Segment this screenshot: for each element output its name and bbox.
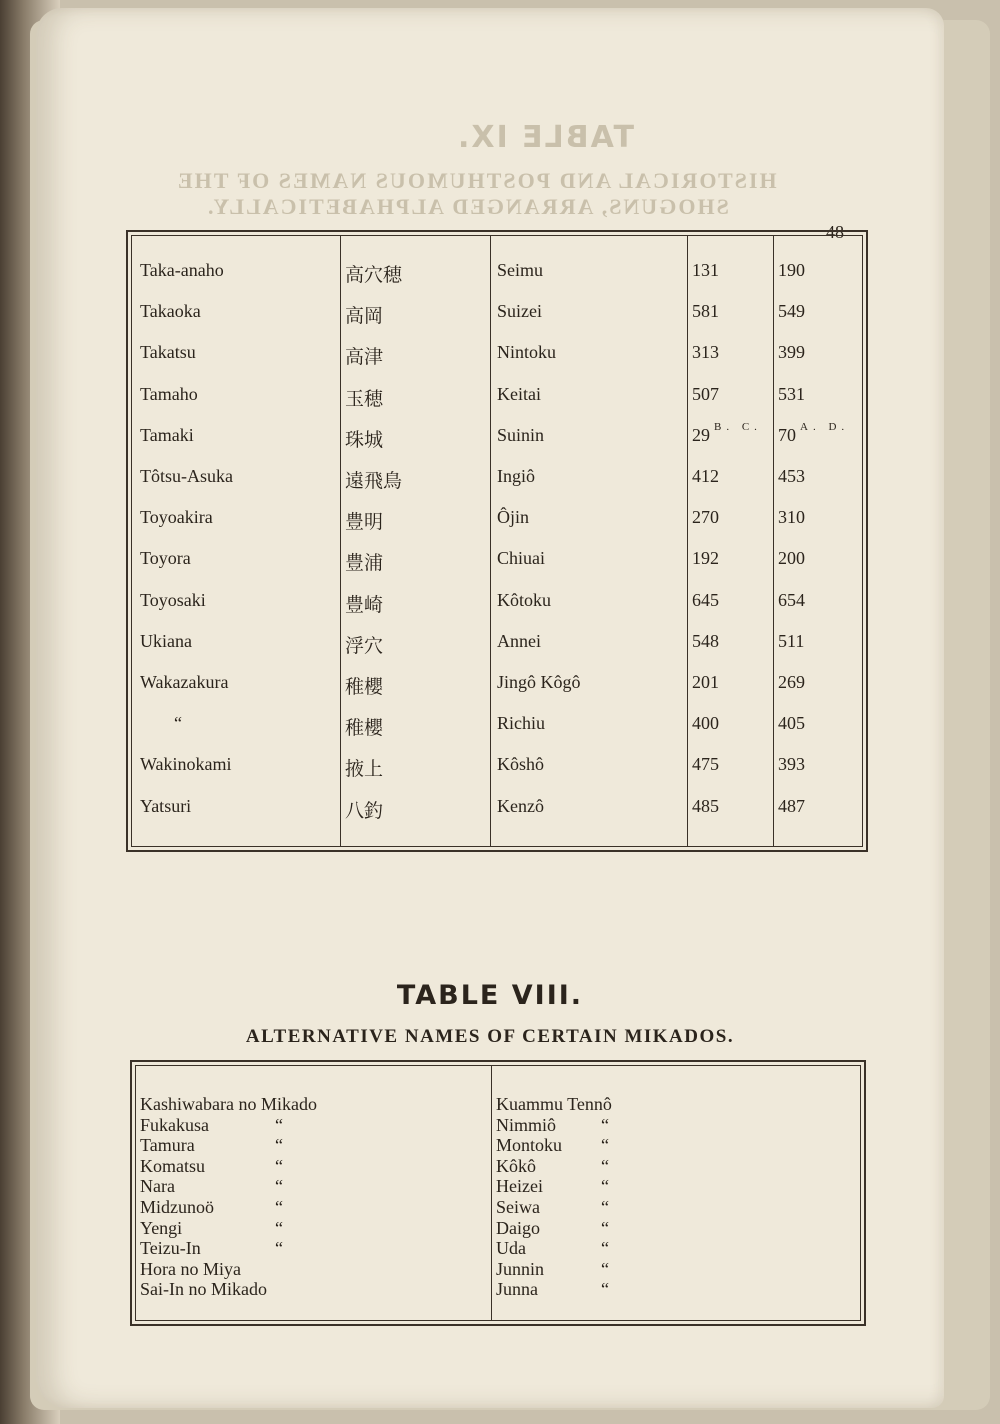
era-label-ad: A. D. xyxy=(800,421,850,433)
alt-name: Nimmiô xyxy=(496,1114,557,1135)
list-item xyxy=(496,1279,612,1300)
cell-from-year: 548 xyxy=(692,630,719,651)
cell-romanized-name: “ xyxy=(174,713,182,734)
list-item xyxy=(496,1115,612,1136)
list-item xyxy=(496,1259,612,1280)
cell-from-year: 507 xyxy=(692,383,719,404)
bleed-through-line-2: SHOGUNS, ARRANGED ALPHABETICALLY. xyxy=(206,194,729,219)
cell-kanji-name: 高岡 xyxy=(345,305,384,328)
table-row xyxy=(132,301,862,341)
cell-kanji-name: 稚櫻 xyxy=(345,717,384,740)
table-row xyxy=(132,590,862,630)
cell-mikado: Kenzô xyxy=(497,795,544,816)
cell-to-year: 200 xyxy=(778,548,805,569)
table-row xyxy=(132,672,862,712)
book-page xyxy=(36,8,944,1408)
table-row xyxy=(132,796,862,836)
alternative-names-table xyxy=(130,1060,866,1326)
cell-kanji-name: 八釣 xyxy=(345,799,384,822)
list-item xyxy=(140,1279,317,1300)
list-item xyxy=(496,1094,612,1115)
ditto-mark: “ xyxy=(275,1238,283,1259)
cell-romanized-name: Yatsuri xyxy=(140,795,192,816)
list-item xyxy=(140,1135,317,1156)
alt-name: Fukakusa xyxy=(140,1114,209,1135)
ditto-mark: “ xyxy=(601,1217,609,1238)
cell-from-year: 645 xyxy=(692,589,719,610)
table-row xyxy=(132,548,862,588)
cell-to-year: 70 xyxy=(778,424,796,445)
cell-mikado: Seimu xyxy=(497,260,544,280)
alt-name: Junnin xyxy=(496,1258,545,1279)
table-row xyxy=(132,713,862,753)
cell-from-year: 131 xyxy=(692,260,719,280)
era-label-bc: B. C. xyxy=(714,421,762,433)
list-item xyxy=(496,1218,612,1239)
cell-romanized-name: Tamaki xyxy=(140,424,194,445)
list-item xyxy=(140,1238,317,1259)
cell-mikado: Annei xyxy=(497,630,541,651)
cell-kanji-name: 掖上 xyxy=(345,758,384,781)
list-item xyxy=(496,1176,612,1197)
cell-from-year: 412 xyxy=(692,466,719,486)
ditto-mark: “ xyxy=(601,1279,609,1300)
table-row xyxy=(132,260,862,300)
alt-name: Seiwa xyxy=(496,1196,540,1217)
alt-name: Tamura xyxy=(140,1135,195,1156)
cell-mikado: Jingô Kôgô xyxy=(497,672,581,692)
cell-to-year: 487 xyxy=(778,795,805,816)
cell-to-year: 453 xyxy=(778,466,805,486)
cell-romanized-name: Ukiana xyxy=(140,630,192,651)
list-item xyxy=(140,1156,317,1177)
list-item xyxy=(140,1094,317,1115)
table-viii-subtitle: ALTERNATIVE NAMES OF CERTAIN MIKADOS. xyxy=(245,1026,735,1047)
ditto-mark: “ xyxy=(275,1196,283,1217)
cell-from-year: 581 xyxy=(692,301,719,322)
alt-name: Heizei xyxy=(496,1176,543,1197)
cell-to-year: 531 xyxy=(778,383,805,404)
alt-name: Nara xyxy=(140,1176,175,1197)
cell-romanized-name: Toyora xyxy=(140,548,191,569)
list-item xyxy=(496,1197,612,1218)
cell-mikado: Chiuai xyxy=(497,548,545,569)
cell-mikado: Suinin xyxy=(497,424,545,445)
cell-kanji-name: 高穴穂 xyxy=(345,264,403,286)
table-viii-title: TABLE VIII. xyxy=(396,980,584,1011)
cell-kanji-name: 豊崎 xyxy=(345,593,384,616)
cell-to-year: 310 xyxy=(778,507,805,528)
ditto-mark: “ xyxy=(275,1217,283,1238)
cell-mikado: Keitai xyxy=(497,383,541,404)
ditto-mark: “ xyxy=(601,1238,609,1259)
cell-from-year: 201 xyxy=(692,672,719,692)
names-table-continued xyxy=(126,230,868,852)
table-row xyxy=(132,754,862,794)
list-item xyxy=(140,1259,317,1280)
bleed-through-line-1: HISTORICAL AND POSTHUMOUS NAMES OF THE xyxy=(176,168,777,193)
alt-name: Kashiwabara no Mikado xyxy=(140,1094,317,1114)
cell-to-year: 549 xyxy=(778,301,805,322)
table-row xyxy=(132,466,862,506)
cell-mikado: Nintoku xyxy=(497,342,557,363)
ditto-mark: “ xyxy=(601,1176,609,1197)
ditto-mark: “ xyxy=(275,1114,283,1135)
cell-from-year: 192 xyxy=(692,548,719,569)
list-item xyxy=(496,1135,612,1156)
cell-romanized-name: Takaoka xyxy=(140,301,201,322)
alt-name: Teizu-In xyxy=(140,1238,201,1259)
alt-name: Hora no Miya xyxy=(140,1258,241,1279)
cell-kanji-name: 玉穂 xyxy=(345,387,384,410)
cell-from-year: 29 xyxy=(692,424,710,445)
ditto-mark: “ xyxy=(601,1155,609,1176)
cell-mikado: Kôtoku xyxy=(497,589,551,610)
cell-to-year: 405 xyxy=(778,713,805,734)
cell-to-year: 393 xyxy=(778,754,805,775)
cell-romanized-name: Toyoakira xyxy=(140,507,213,528)
cell-to-year: 399 xyxy=(778,342,805,363)
cell-mikado: Ingiô xyxy=(497,466,535,486)
ditto-mark: “ xyxy=(275,1155,283,1176)
ditto-mark: “ xyxy=(275,1135,283,1156)
cell-kanji-name: 遠飛鳥 xyxy=(345,470,403,492)
cell-romanized-name: Wakazakura xyxy=(140,672,229,692)
alternative-names-left xyxy=(140,1094,317,1300)
cell-mikado: Kôshô xyxy=(497,754,545,775)
cell-to-year: 190 xyxy=(778,260,805,280)
cell-mikado: Richiu xyxy=(497,713,545,734)
list-item xyxy=(140,1176,317,1197)
alt-name: Daigo xyxy=(496,1217,540,1238)
alt-name: Midzunoö xyxy=(140,1196,214,1217)
alt-name: Yengi xyxy=(140,1217,183,1238)
cell-romanized-name: Tôtsu-Asuka xyxy=(140,466,233,486)
names-table-inner-border xyxy=(131,235,863,847)
cell-from-year: 485 xyxy=(692,795,719,816)
cell-from-year: 475 xyxy=(692,754,719,775)
cell-kanji-name: 浮穴 xyxy=(345,634,384,657)
alt-name: Junna xyxy=(496,1279,538,1300)
ditto-mark: “ xyxy=(601,1196,609,1217)
column-divider xyxy=(491,1066,492,1320)
alt-name: Uda xyxy=(496,1238,526,1259)
alternative-names-inner-border xyxy=(135,1065,861,1321)
list-item xyxy=(496,1238,612,1259)
alt-name: Montoku xyxy=(496,1135,563,1156)
cell-to-year: 654 xyxy=(778,589,805,610)
mikado-names-right xyxy=(496,1094,612,1300)
table-row xyxy=(132,507,862,547)
cell-from-year: 313 xyxy=(692,342,719,363)
cell-kanji-name: 豊浦 xyxy=(345,552,384,575)
ditto-mark: “ xyxy=(275,1176,283,1197)
cell-romanized-name: Tamaho xyxy=(140,383,198,404)
ditto-mark: “ xyxy=(601,1258,609,1279)
cell-kanji-name: 稚櫻 xyxy=(345,676,384,698)
alt-name: Kuammu Tennô xyxy=(496,1094,612,1114)
list-item xyxy=(140,1218,317,1239)
cell-to-year: 511 xyxy=(778,630,805,651)
list-item xyxy=(496,1156,612,1177)
cell-romanized-name: Wakinokami xyxy=(140,754,232,775)
cell-kanji-name: 豊明 xyxy=(345,511,384,534)
cell-from-year: 400 xyxy=(692,713,719,734)
list-item xyxy=(140,1197,317,1218)
cell-romanized-name: Toyosaki xyxy=(140,589,206,610)
cell-mikado: Ôjin xyxy=(497,507,530,528)
cell-from-year: 270 xyxy=(692,507,719,528)
table-row xyxy=(132,342,862,382)
ditto-mark: “ xyxy=(601,1114,609,1135)
alt-name: Sai-In no Mikado xyxy=(140,1279,267,1300)
cell-romanized-name: Taka-anaho xyxy=(140,260,224,280)
cell-kanji-name: 珠城 xyxy=(345,428,384,451)
page-number: 48 xyxy=(826,222,844,242)
cell-mikado: Suizei xyxy=(497,301,542,322)
table-row xyxy=(132,384,862,424)
cell-romanized-name: Takatsu xyxy=(140,342,196,363)
table-row xyxy=(132,631,862,671)
alt-name: Kôkô xyxy=(496,1155,536,1176)
alt-name: Komatsu xyxy=(140,1155,205,1176)
ditto-mark: “ xyxy=(601,1135,609,1156)
list-item xyxy=(140,1115,317,1136)
bleed-through-title: TABLE IX. xyxy=(456,120,634,155)
cell-kanji-name: 高津 xyxy=(345,346,384,369)
cell-to-year: 269 xyxy=(778,672,805,692)
